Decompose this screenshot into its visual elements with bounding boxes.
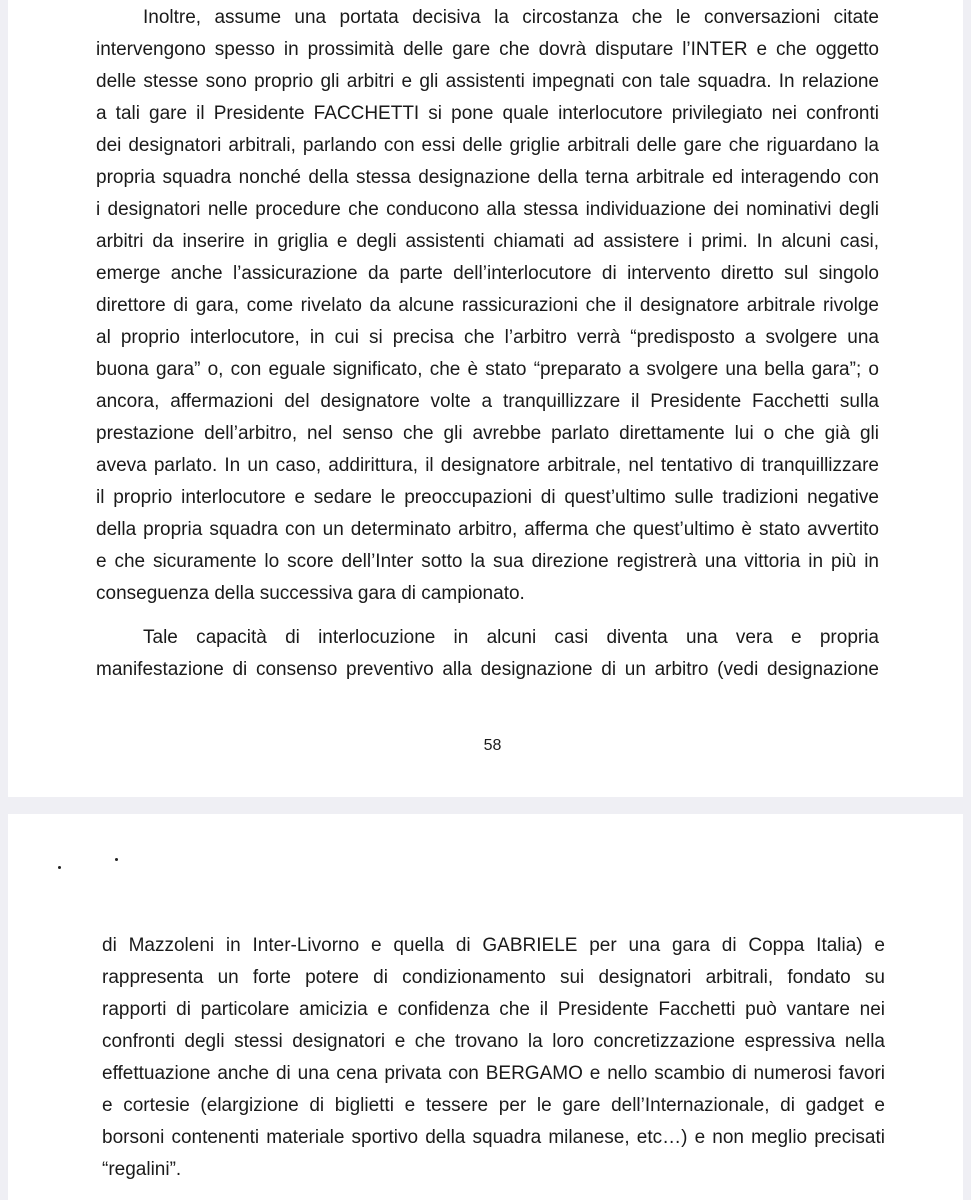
text-line: effettuazione anche di una cena privata con BERGAMO e nello scambio di numerosi favori [102, 1063, 885, 1084]
text-line: direttore di gara, come rivelato da alcune rassicurazioni che il designatore arbitrale rivolge [96, 295, 879, 316]
page-number: 58 [483, 737, 502, 754]
scan-speck [58, 866, 61, 869]
text-line: emerge anche l’assicurazione da parte dell’interlocutore di intervento diretto sul singolo [96, 263, 879, 284]
text-line: al proprio interlocutore, in cui si precisa che l’arbitro verrà “predisposto a svolgere una [96, 327, 879, 348]
text-line: rappresenta un forte potere di condizionamento sui designatori arbitrali, fondato su [102, 967, 885, 988]
document-page-58 [8, 0, 963, 797]
text-line: e che sicuramente lo score dell’Inter sotto la sua direzione registrerà una vittoria in più in [96, 551, 879, 572]
text-line: di Mazzoleni in Inter-Livorno e quella di GABRIELE per una gara di Coppa Italia) e [102, 935, 885, 956]
text-line: ancora, affermazioni del designatore volte a tranquillizzare il Presidente Facchetti sulla [96, 391, 879, 412]
text-line: i designatori nelle procedure che conducono alla stessa individuazione dei nominativi degli [96, 199, 879, 220]
document-page-59 [8, 814, 963, 1200]
text-line: dei designatori arbitrali, parlando con essi delle griglie arbitrali delle gare che riguardano la [96, 135, 879, 156]
text-line: Tale capacità di interlocuzione in alcuni casi diventa una vera e propria [143, 627, 879, 648]
text-line: delle stesse sono proprio gli arbitri e gli assistenti impegnati con tale squadra. In relazione [96, 71, 879, 92]
text-line: manifestazione di consenso preventivo alla designazione di un arbitro (vedi designazione [96, 659, 879, 680]
text-line: prestazione dell’arbitro, nel senso che gli avrebbe parlato direttamente lui o che già gli [96, 423, 879, 444]
text-line: intervengono spesso in prossimità delle gare che dovrà disputare l’INTER e che oggetto [96, 39, 879, 60]
text-line: della propria squadra con un determinato arbitro, afferma che quest’ultimo è stato avvertito [96, 519, 879, 540]
text-line: Inoltre, assume una portata decisiva la circostanza che le conversazioni citate [143, 7, 879, 28]
text-line: “regalini”. [102, 1159, 182, 1180]
text-line: arbitri da inserire in griglia e degli assistenti chiamati ad assistere i primi. In alcuni casi, [96, 231, 879, 252]
text-line: conseguenza della successiva gara di campionato. [96, 583, 525, 604]
text-line: borsoni contenenti materiale sportivo della squadra milanese, etc…) e non meglio precisati [102, 1127, 885, 1148]
scan-speck [115, 858, 118, 861]
text-line: e cortesie (elargizione di biglietti e tessere per le gare dell’Internazionale, di gadget e [102, 1095, 885, 1116]
text-line: confronti degli stessi designatori e che trovano la loro concretizzazione espressiva nella [102, 1031, 885, 1052]
text-line: a tali gare il Presidente FACCHETTI si pone quale interlocutore privilegiato nei confronti [96, 103, 879, 124]
text-line: propria squadra nonché della stessa designazione della terna arbitrale ed interagendo con [96, 167, 879, 188]
text-line: rapporti di particolare amicizia e confidenza che il Presidente Facchetti può vantare nei [102, 999, 885, 1020]
text-line: il proprio interlocutore e sedare le preoccupazioni di quest’ultimo sulle tradizioni negative [96, 487, 879, 508]
text-line: buona gara” o, con eguale significato, che è stato “preparato a svolgere una bella gara”; o [96, 359, 879, 380]
text-line: aveva parlato. In un caso, addirittura, il designatore arbitrale, nel tentativo di tranquillizzare [96, 455, 879, 476]
